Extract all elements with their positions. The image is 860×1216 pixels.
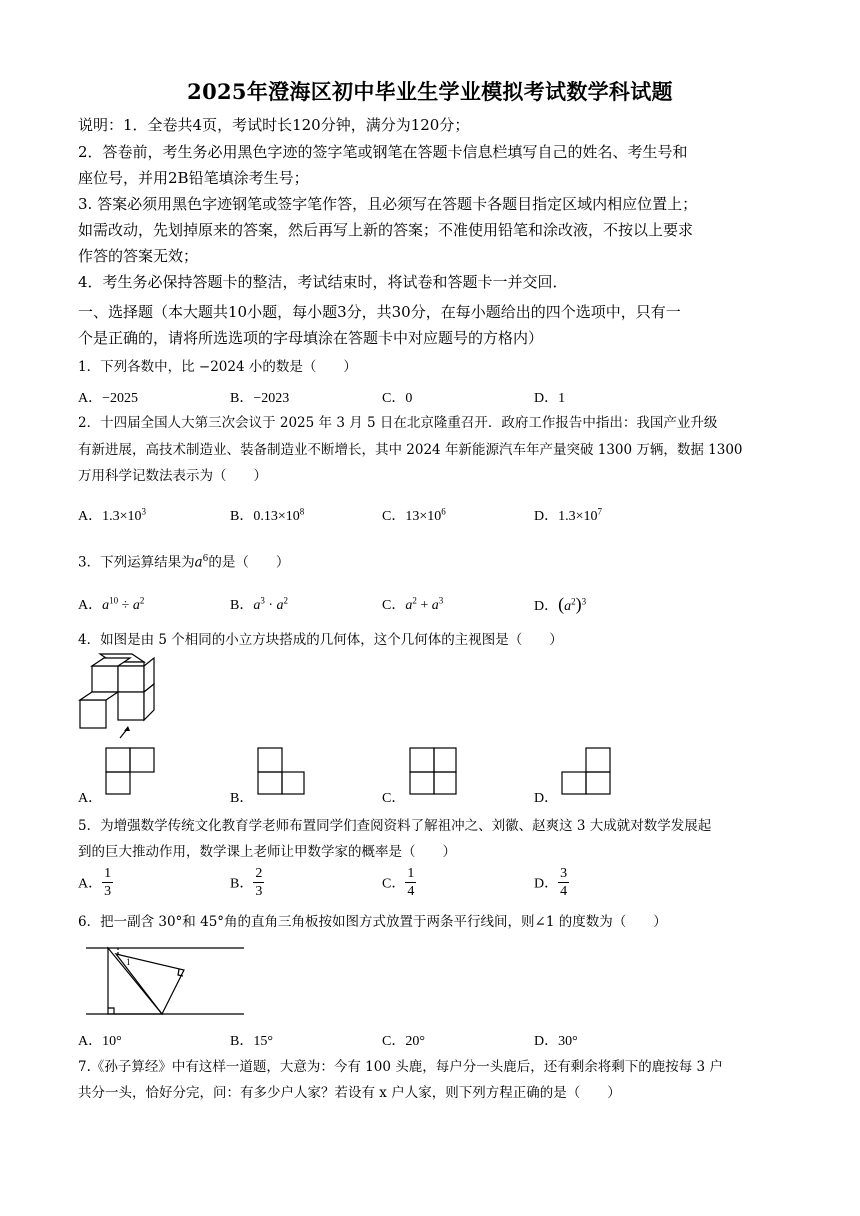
q4-option-d-figure: [560, 746, 612, 796]
instruction-line: 说明：1．全卷共4页，考试时长120分钟，满分为120分；: [78, 116, 470, 134]
q2-option-d: D．$1.3\times 10^7$: [534, 506, 603, 524]
instruction-line: 作答的答案无效；: [78, 247, 199, 265]
section-heading: 一、选择题（本大题共10小题，每小题3分，共30分，在每小题给出的四个选项中，只有一: [78, 303, 681, 321]
q4-option-a-label: A．: [78, 791, 103, 806]
q2-option-a: A．$1.3\times 10^3$: [78, 506, 147, 524]
q6-option-a: A．10°: [78, 1034, 122, 1049]
q4-option-b-label: B．: [230, 791, 254, 806]
q6-option-b: B．15°: [230, 1034, 273, 1049]
q4-cube-figure: [78, 652, 168, 742]
section-heading: 个是正确的，请将所选选项的字母填涂在答题卡中对应题号的方格内）: [78, 329, 544, 347]
question-7-stem: 共分一头，恰好分完，问：有多少户人家？若设有 x 户人家，则下列方程正确的是（ ）: [78, 1085, 621, 1101]
q4-option-a-figure: [104, 746, 154, 794]
q6-angle-label: 1: [126, 957, 131, 967]
q6-option-d: D．30°: [534, 1034, 578, 1049]
instruction-line: 如需改动，先划掉原来的答案，然后再写上新的答案；不准使用铅笔和涂改液，不按以上要求: [78, 221, 694, 239]
question-2-stem: 2．十四届全国人大第三次会议于 2025 年 3 月 5 日在北京隆重召开．政府工作报告中指出：我国产业升级: [78, 415, 718, 431]
question-6-stem: 6．把一副含 30°和 45°角的直角三角板按如图方式放置于两条平行线间，则∠1 的度数为（ ）: [78, 914, 667, 930]
exam-title: 2025年澄海区初中毕业生学业模拟考试数学科试题: [187, 79, 673, 104]
q1-option-d: D．1: [534, 391, 566, 406]
instruction-line: 座位号，并用2B铅笔填涂考生号；: [78, 169, 309, 187]
question-1-stem: 1．下列各数中，比 −2024 小的数是（ ）: [78, 359, 357, 375]
q4-option-b-figure: [256, 746, 306, 796]
q4-option-c-figure: [408, 746, 458, 796]
q5-option-d: D． $\frac{3}{4}$: [534, 866, 568, 899]
q3-option-c: C．$a^2 + a^3$: [382, 595, 444, 613]
instruction-line: 4．考生务必保持答题卡的整洁，考试结束时，将试卷和答题卡一并交回．: [78, 273, 568, 291]
question-2-stem: 万用科学记数法表示为（ ）: [78, 468, 267, 484]
q2-option-b: B．$0.13\times 10^8$: [230, 506, 305, 524]
q5-option-b: B． $\frac{2}{3}$: [230, 866, 263, 899]
q4-option-c-label: C．: [382, 791, 406, 806]
q4-option-d-label: D．: [534, 791, 559, 806]
question-7-stem: 7.《孙子算经》中有这样一道题，大意为：今有 100 头鹿，每户分一头鹿后，还有剩余将剩下的鹿按每 3 户: [78, 1059, 723, 1075]
q2-option-c: C．$13\times 10^6$: [382, 506, 446, 524]
q1-option-c: C．0: [382, 391, 413, 406]
question-2-stem: 有新进展，高技术制造业、装备制造业不断增长，其中 2024 年新能源汽车年产量突破 1300 万辆，数据 1300: [78, 442, 743, 458]
q6-triangles-figure: [86, 940, 246, 1020]
question-5-stem: 5．为增强数学传统文化教育学老师布置同学们查阅资料了解祖冲之、刘徽、赵爽这 3 大成就对数学发展起: [78, 818, 712, 834]
q6-option-c: C．20°: [382, 1034, 425, 1049]
question-5-stem: 到的巨大推动作用，数学课上老师让甲数学家的概率是（ ）: [78, 844, 456, 860]
q1-option-b: B．−2023: [230, 391, 290, 406]
instruction-line: 2．答卷前，考生务必用黑色字迹的签字笔或钢笔在答题卡信息栏填写自己的姓名、考生号和: [78, 143, 688, 161]
instruction-line: 3. 答案必须用黑色字迹钢笔或签字笔作答，且必须写在答题卡各题目指定区域内相应位置上；: [78, 195, 698, 213]
q3-option-b: B．$a^3 \cdot a^2$: [230, 595, 289, 613]
q1-option-a: A．−2025: [78, 391, 139, 406]
question-3-stem: 3．下列运算结果为$a^6$的是（ ）: [78, 554, 290, 571]
q3-option-a: A．$a^{10} \div a^2$: [78, 595, 145, 613]
question-4-stem: 4．如图是由 5 个相同的小立方块搭成的几何体，这个几何体的主视图是（ ）: [78, 632, 563, 648]
q5-option-c: C． $\frac{1}{4}$: [382, 866, 415, 899]
q3-option-d: D．$(a^2)^3$: [534, 594, 587, 614]
q5-option-a: A． $\frac{1}{3}$: [78, 866, 112, 899]
